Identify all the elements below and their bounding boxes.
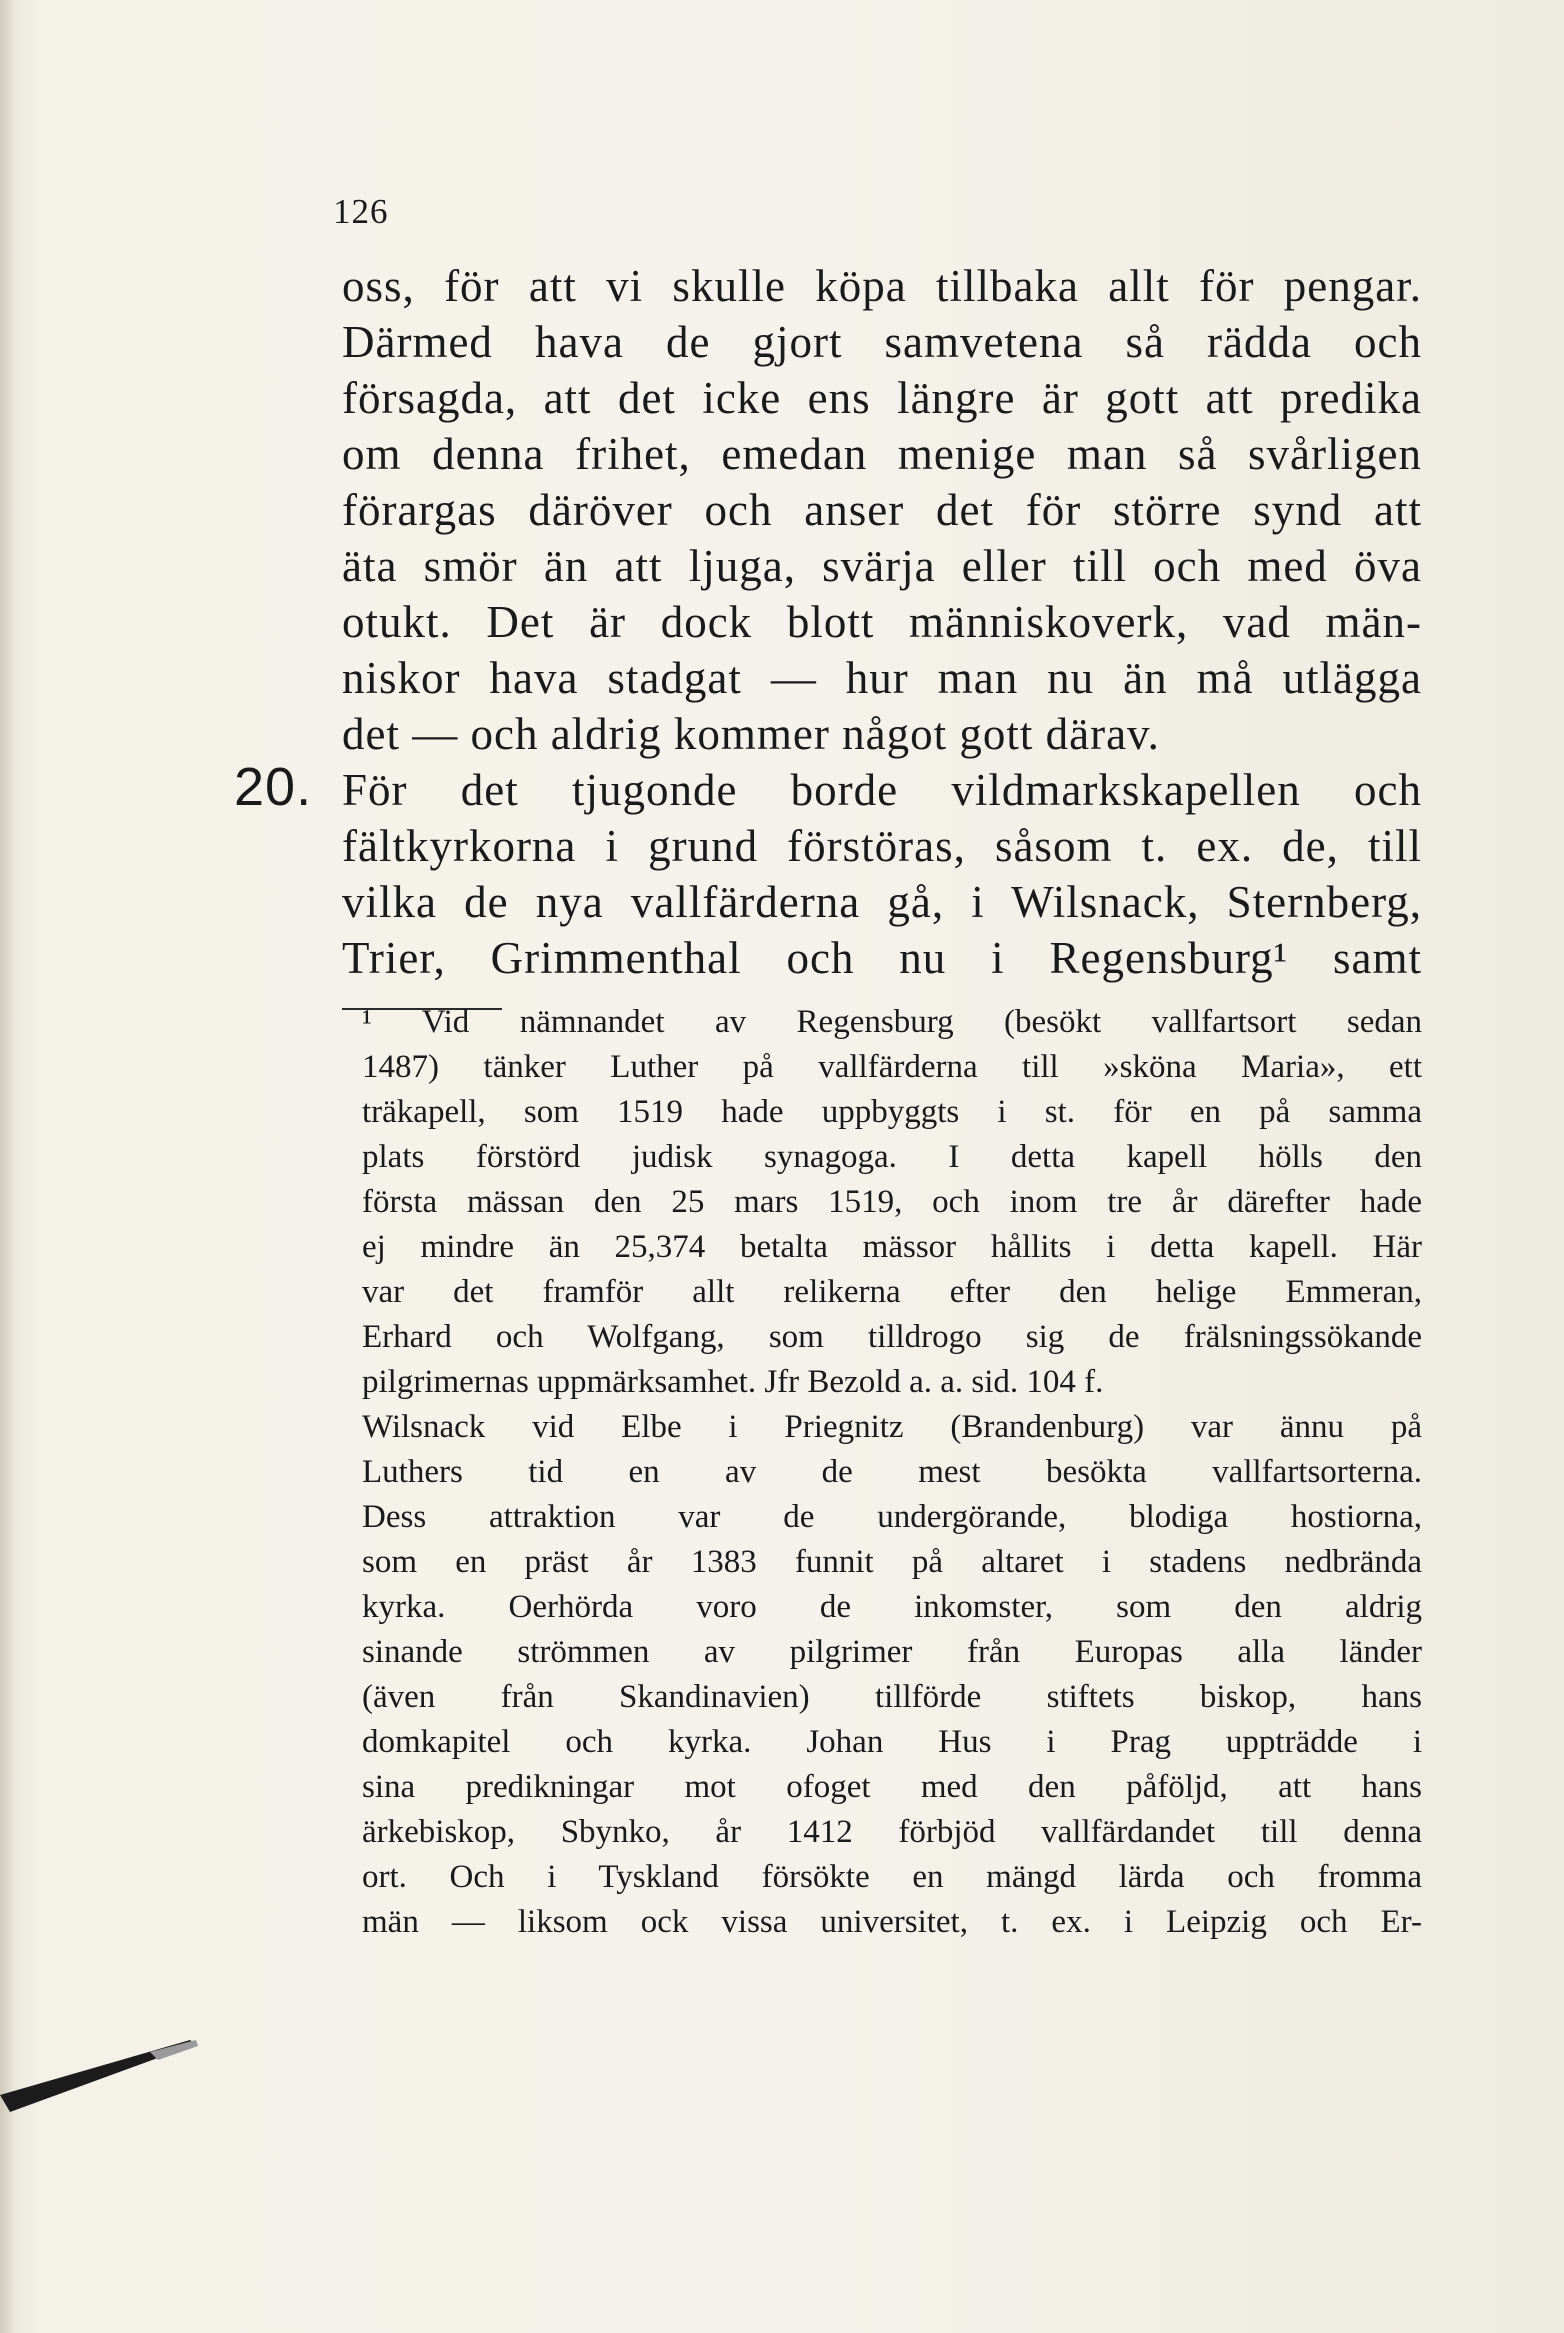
pen-tip-icon	[0, 2000, 210, 2120]
footnote-line: ¹ Vid nämnandet av Regensburg (besökt vallfartsort sedan	[362, 1004, 1422, 1040]
footnote-line: Dess attraktion var de undergörande, blodiga hostiorna,	[362, 1499, 1422, 1535]
text-line: förargas däröver och anser det för större synd att	[342, 485, 1422, 535]
text-line: Därmed hava de gjort samvetena så rädda och	[342, 317, 1422, 367]
text-line: äta smör än att ljuga, svärja eller till och med öva	[342, 541, 1422, 591]
footnote-line: första mässan den 25 mars 1519, och inom tre år därefter hade	[362, 1184, 1422, 1220]
footnote-line: var det framför allt relikerna efter den helige Emmeran,	[362, 1274, 1422, 1310]
footnote-line: plats förstörd judisk synagoga. I detta kapell hölls den	[362, 1139, 1422, 1175]
footnote-line: som en präst år 1383 funnit på altaret i stadens nedbrända	[362, 1544, 1422, 1580]
footnote-line: 1487) tänker Luther på vallfärderna till »sköna Maria», ett	[362, 1049, 1422, 1085]
footnote-line: Luthers tid en av de mest besökta vallfartsorterna.	[362, 1454, 1422, 1490]
footnote-line: ärkebiskop, Sbynko, år 1412 förbjöd vallfärdandet till denna	[362, 1814, 1422, 1850]
footnote-line: domkapitel och kyrka. Johan Hus i Prag uppträdde i	[362, 1724, 1422, 1760]
text-line: försagda, att det icke ens längre är gott att predika	[342, 373, 1422, 423]
footnote-line: män — liksom ock vissa universitet, t. ex. i Leipzig och Er-	[362, 1904, 1422, 1940]
footnote-line: ort. Och i Tyskland försökte en mängd lärda och fromma	[362, 1859, 1422, 1895]
footnote-line: Wilsnack vid Elbe i Priegnitz (Brandenburg) var ännu på	[362, 1409, 1422, 1445]
footnote-line: Erhard och Wolfgang, som tilldrogo sig de frälsningssökande	[362, 1319, 1422, 1355]
footnote-line: träkapell, som 1519 hade uppbyggts i st. för en på samma	[362, 1094, 1422, 1130]
text-line: om denna frihet, emedan menige man så svårligen	[342, 429, 1422, 479]
text-line: För det tjugonde borde vildmarkskapellen och	[342, 765, 1422, 815]
text-line: niskor hava stadgat — hur man nu än må utlägga	[342, 653, 1422, 703]
text-line: oss, för att vi skulle köpa tillbaka allt för pengar.	[342, 261, 1422, 311]
footnote-line: sina predikningar mot ofoget med den påföljd, att hans	[362, 1769, 1422, 1805]
section-number: 20.	[234, 757, 313, 817]
text-line: otukt. Det är dock blott människoverk, vad män-	[342, 597, 1422, 647]
footnote-line: (även från Skandinavien) tillförde stiftets biskop, hans	[362, 1679, 1422, 1715]
page-number: 126	[333, 192, 389, 231]
footnote-line: pilgrimernas uppmärksamhet. Jfr Bezold a. a. sid. 104 f.	[362, 1364, 1104, 1400]
text-line: det — och aldrig kommer något gott därav.	[342, 709, 1160, 759]
text-line: fältkyrkorna i grund förstöras, såsom t. ex. de, till	[342, 821, 1422, 871]
footnote-line: sinande strömmen av pilgrimer från Europas alla länder	[362, 1634, 1422, 1670]
footnote-line: kyrka. Oerhörda voro de inkomster, som den aldrig	[362, 1589, 1422, 1625]
text-line: Trier, Grimmenthal och nu i Regensburg¹ samt	[342, 933, 1422, 983]
footnote-line: ej mindre än 25,374 betalta mässor hållits i detta kapell. Här	[362, 1229, 1422, 1265]
page-edge-shadow	[0, 0, 14, 2333]
text-line: vilka de nya vallfärderna gå, i Wilsnack, Sternberg,	[342, 877, 1422, 927]
